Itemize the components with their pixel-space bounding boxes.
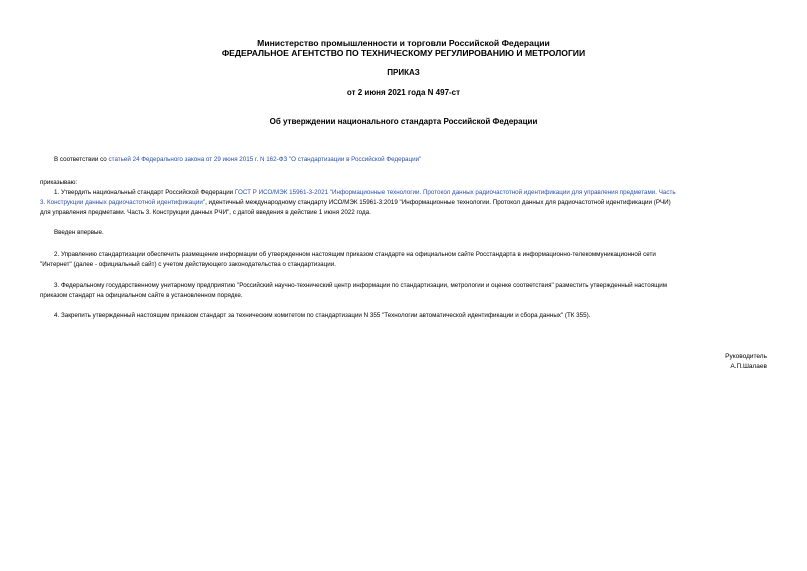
agency-heading: ФЕДЕРАЛЬНОЕ АГЕНТСТВО ПО ТЕХНИЧЕСКОМУ РЕГУЛИРОВАНИЮ И МЕТРОЛОГИИ [221, 48, 586, 58]
signature-name: А.П.Шалаев [730, 363, 767, 370]
order-word: приказываю: [40, 179, 78, 186]
standard-link[interactable]: ГОСТ Р ИСО/МЭК 15961-3-2021 "Информационные технологии. Протокол данных радиочастотной идентификации для управления предметами. Часть [234, 189, 676, 196]
item1-line1 [40, 188, 769, 198]
item2-line1: 2. Управлению стандартизации обеспечить размещение информации об утвержденном настоящим приказом стандарте на официальном сайте Росстандарта в информационно-телекоммуникационной сети [54, 251, 656, 258]
doc-type-heading: ПРИКАЗ [387, 68, 420, 77]
intro-paragraph [40, 155, 769, 165]
item2-line2: "Интернет" (далее - официальный сайт) с учетом действующего законодательства о стандартизации. [40, 261, 336, 268]
signature-role: Руководитель [725, 353, 767, 360]
item3-line2: приказом стандарт на официальном сайте в установленном порядке. [40, 292, 243, 299]
item4-paragraph: 4. Закрепить утвержденный настоящим приказом стандарт за техническим комитетом по стандартизации N 355 "Технологии автоматической идентификации и сбора данных" (ТК 355). [54, 312, 591, 319]
intro-prefix: В соответствии со [54, 156, 109, 163]
item1-prefix: 1. Утвердить национальный стандарт Российской Федерации [54, 189, 235, 196]
date-number-heading: от 2 июня 2021 года N 497-ст [346, 88, 461, 97]
ministry-heading: Министерство промышленности и торговли Российской Федерации [257, 38, 550, 48]
item3-line1: 3. Федеральному государственному унитарному предприятию "Российский научно-технический центр информации по стандартизации, метрологии и оценке соответствия" разместить утвержденный настоящим [54, 282, 668, 289]
standard-link-continued[interactable]: 3. Конструкции данных радиочастотной идентификации" [40, 199, 206, 206]
document-title: Об утверждении национального стандарта Российской Федерации [269, 117, 538, 126]
item1-line3: для управления предметами. Часть 3. Конструкции данных РЧИ", с датой введения в действие 1 июня 2022 года. [40, 209, 371, 216]
introduced-note: Введен впервые. [54, 229, 104, 236]
law-link[interactable]: статьей 24 Федерального закона от 29 июня 2015 г. N 162-ФЗ "О стандартизации в Российской Федерации" [108, 156, 422, 163]
item1-line2-rest: , идентичный международному стандарту ИСО/МЭК 15961-3:2019 "Информационные технологии. Протокол данных для радиочастотной идентификации (РЧИ) [205, 199, 671, 206]
item1-line2 [40, 198, 769, 208]
